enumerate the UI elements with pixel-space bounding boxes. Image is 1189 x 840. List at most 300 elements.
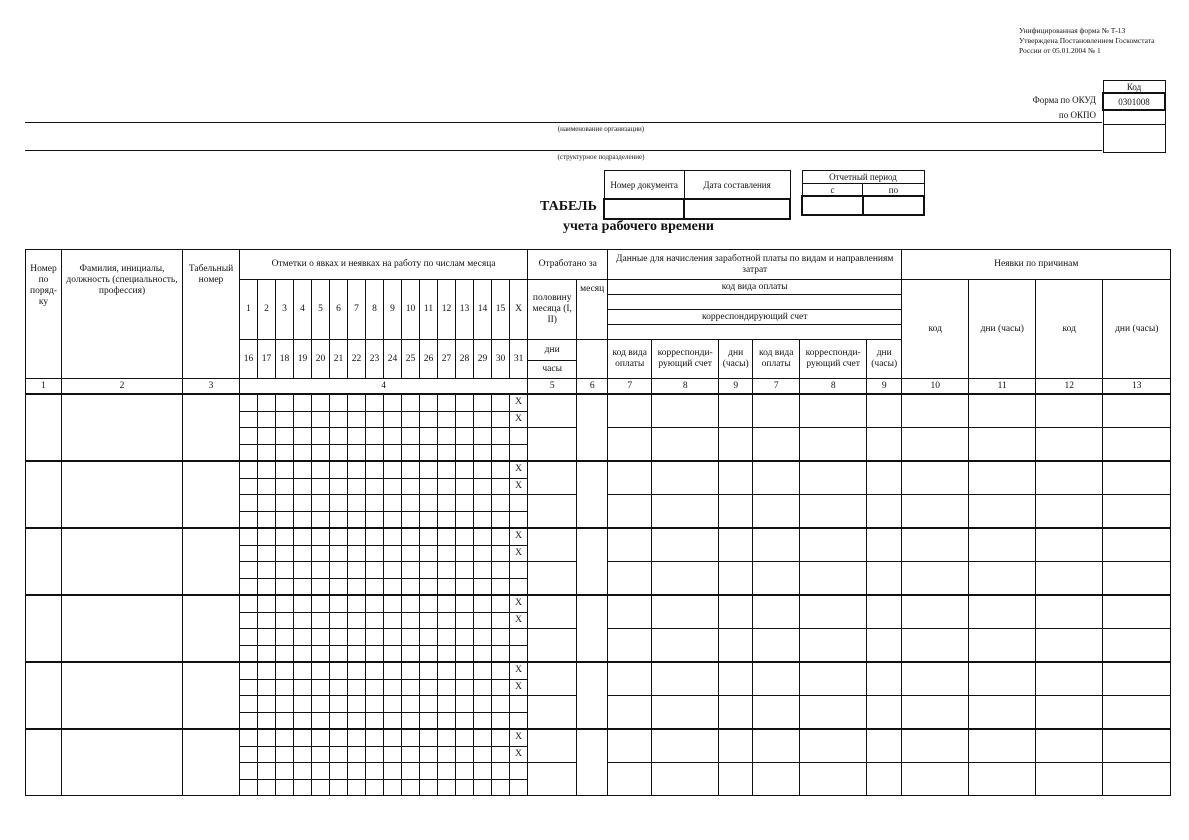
employee-tab-cell[interactable] — [183, 595, 240, 662]
day-cell[interactable] — [402, 595, 420, 612]
salary-cell[interactable] — [608, 394, 652, 428]
day-cell[interactable] — [276, 746, 294, 763]
day-cell[interactable] — [366, 444, 384, 461]
day-cell[interactable] — [492, 779, 510, 796]
half-month-cell[interactable] — [528, 428, 577, 462]
salary-cell[interactable] — [753, 394, 800, 428]
day-cell[interactable] — [258, 645, 276, 662]
day-cell[interactable] — [330, 428, 348, 445]
day-cell[interactable] — [258, 696, 276, 713]
day-cell[interactable] — [366, 763, 384, 780]
day-cell[interactable] — [420, 411, 438, 428]
period-from-value[interactable] — [802, 196, 863, 215]
salary-cell[interactable] — [719, 763, 753, 796]
day-cell[interactable] — [294, 696, 312, 713]
day-cell[interactable] — [276, 662, 294, 679]
day-cell[interactable] — [348, 645, 366, 662]
day-cell[interactable] — [456, 478, 474, 495]
day-cell[interactable] — [438, 645, 456, 662]
day-cell[interactable] — [258, 595, 276, 612]
day-cell[interactable] — [420, 595, 438, 612]
salary-cell[interactable] — [800, 495, 867, 529]
day-cell[interactable] — [294, 428, 312, 445]
day-cell[interactable] — [456, 444, 474, 461]
day-cell[interactable] — [456, 712, 474, 729]
day-cell[interactable] — [312, 729, 330, 746]
day-cell[interactable] — [294, 779, 312, 796]
day-cell[interactable] — [258, 578, 276, 595]
day-cell[interactable] — [438, 428, 456, 445]
day-cell[interactable] — [348, 612, 366, 629]
day-cell[interactable] — [348, 562, 366, 579]
day-cell[interactable] — [312, 696, 330, 713]
day-cell[interactable] — [474, 528, 492, 545]
absence-cell[interactable] — [902, 528, 969, 562]
day-cell[interactable] — [474, 495, 492, 512]
day-cell[interactable] — [276, 411, 294, 428]
day-cell[interactable] — [402, 394, 420, 411]
half-month-cell[interactable] — [528, 629, 577, 663]
day-cell[interactable] — [438, 763, 456, 780]
absence-cell[interactable] — [1036, 629, 1103, 663]
day-cell[interactable] — [312, 528, 330, 545]
day-cell[interactable] — [366, 662, 384, 679]
day-cell[interactable] — [348, 511, 366, 528]
salary-cell[interactable] — [753, 562, 800, 596]
absence-cell[interactable] — [969, 629, 1036, 663]
day-cell[interactable] — [348, 411, 366, 428]
day-cell[interactable] — [312, 562, 330, 579]
day-cell[interactable] — [384, 779, 402, 796]
day-cell[interactable] — [438, 545, 456, 562]
day-cell[interactable] — [474, 629, 492, 646]
salary-cell[interactable] — [608, 495, 652, 529]
absence-cell[interactable] — [1036, 729, 1103, 763]
day-cell[interactable] — [384, 629, 402, 646]
day-cell[interactable] — [240, 612, 258, 629]
half-month-cell[interactable] — [528, 729, 577, 763]
absence-cell[interactable] — [1036, 763, 1103, 796]
org-line[interactable] — [25, 122, 1102, 123]
day-cell[interactable] — [402, 712, 420, 729]
day-cell[interactable] — [420, 511, 438, 528]
day-cell[interactable] — [438, 478, 456, 495]
day-cell[interactable] — [456, 746, 474, 763]
salary-cell[interactable] — [753, 428, 800, 462]
absence-cell[interactable] — [1036, 562, 1103, 596]
salary-cell[interactable] — [608, 428, 652, 462]
day-cell[interactable] — [384, 411, 402, 428]
absence-cell[interactable] — [1103, 763, 1171, 796]
day-cell[interactable] — [276, 712, 294, 729]
day-cell[interactable] — [312, 411, 330, 428]
half-month-cell[interactable] — [528, 528, 577, 562]
absence-cell[interactable] — [902, 662, 969, 696]
day-cell[interactable] — [312, 612, 330, 629]
day-cell[interactable] — [474, 578, 492, 595]
day-cell[interactable] — [330, 511, 348, 528]
salary-cell[interactable] — [719, 394, 753, 428]
day-cell[interactable] — [402, 495, 420, 512]
day-cell[interactable] — [492, 444, 510, 461]
day-cell[interactable] — [438, 612, 456, 629]
absence-cell[interactable] — [969, 696, 1036, 730]
salary-cell[interactable] — [719, 528, 753, 562]
day-cell[interactable] — [330, 495, 348, 512]
half-month-cell[interactable] — [528, 595, 577, 629]
absence-cell[interactable] — [902, 461, 969, 495]
day-cell[interactable] — [312, 394, 330, 411]
salary-cell[interactable] — [800, 729, 867, 763]
day-cell[interactable] — [402, 662, 420, 679]
day-cell[interactable] — [348, 696, 366, 713]
employee-name-cell[interactable] — [62, 461, 183, 528]
day-cell[interactable] — [276, 495, 294, 512]
absence-cell[interactable] — [1036, 495, 1103, 529]
day-cell[interactable] — [330, 595, 348, 612]
day-cell[interactable] — [420, 478, 438, 495]
absence-cell[interactable] — [1036, 428, 1103, 462]
day-cell[interactable] — [294, 729, 312, 746]
day-cell[interactable] — [366, 495, 384, 512]
day-cell[interactable] — [294, 444, 312, 461]
day-cell[interactable] — [420, 528, 438, 545]
absence-cell[interactable] — [1103, 562, 1171, 596]
day-cell[interactable] — [312, 679, 330, 696]
day-cell[interactable] — [420, 461, 438, 478]
day-cell[interactable] — [384, 645, 402, 662]
day-cell[interactable] — [258, 545, 276, 562]
salary-cell[interactable] — [652, 495, 719, 529]
day-cell[interactable] — [402, 461, 420, 478]
day-cell[interactable] — [276, 545, 294, 562]
day-cell[interactable] — [510, 629, 528, 646]
employee-num-cell[interactable] — [26, 394, 62, 461]
day-cell[interactable] — [240, 645, 258, 662]
half-month-cell[interactable] — [528, 394, 577, 428]
salary-cell[interactable] — [753, 461, 800, 495]
day-cell[interactable] — [294, 545, 312, 562]
salary-cell[interactable] — [867, 595, 902, 629]
day-cell[interactable] — [420, 696, 438, 713]
day-cell[interactable] — [348, 679, 366, 696]
day-cell[interactable] — [258, 729, 276, 746]
absence-cell[interactable] — [1103, 629, 1171, 663]
day-cell[interactable] — [456, 428, 474, 445]
day-cell[interactable] — [294, 612, 312, 629]
day-cell[interactable] — [348, 461, 366, 478]
day-cell[interactable] — [438, 779, 456, 796]
day-cell[interactable] — [492, 394, 510, 411]
day-cell[interactable] — [402, 545, 420, 562]
salary-cell[interactable] — [753, 696, 800, 730]
absence-cell[interactable] — [902, 595, 969, 629]
day-cell[interactable] — [348, 662, 366, 679]
day-cell[interactable] — [420, 629, 438, 646]
absence-cell[interactable] — [969, 495, 1036, 529]
day-cell[interactable] — [330, 729, 348, 746]
day-cell[interactable] — [348, 746, 366, 763]
day-cell[interactable] — [240, 763, 258, 780]
day-cell[interactable] — [276, 595, 294, 612]
day-cell[interactable] — [312, 662, 330, 679]
day-cell[interactable] — [456, 511, 474, 528]
day-cell[interactable] — [312, 578, 330, 595]
day-cell[interactable] — [474, 545, 492, 562]
salary-cell[interactable] — [719, 662, 753, 696]
day-cell[interactable] — [438, 679, 456, 696]
day-cell[interactable] — [492, 478, 510, 495]
day-cell[interactable] — [492, 612, 510, 629]
day-cell[interactable] — [438, 578, 456, 595]
salary-cell[interactable] — [800, 394, 867, 428]
salary-cell[interactable] — [652, 595, 719, 629]
day-cell[interactable] — [330, 679, 348, 696]
employee-num-cell[interactable] — [26, 729, 62, 796]
day-cell[interactable] — [438, 444, 456, 461]
salary-cell[interactable] — [753, 495, 800, 529]
day-cell[interactable] — [294, 411, 312, 428]
day-cell[interactable] — [402, 679, 420, 696]
day-cell[interactable] — [456, 779, 474, 796]
salary-cell[interactable] — [800, 763, 867, 796]
day-cell[interactable] — [294, 528, 312, 545]
salary-cell[interactable] — [800, 662, 867, 696]
day-cell[interactable] — [258, 511, 276, 528]
salary-cell[interactable] — [867, 696, 902, 730]
day-cell[interactable] — [474, 595, 492, 612]
salary-cell[interactable] — [753, 629, 800, 663]
day-cell[interactable] — [492, 746, 510, 763]
day-cell[interactable] — [240, 528, 258, 545]
employee-name-cell[interactable] — [62, 394, 183, 461]
day-cell[interactable] — [312, 511, 330, 528]
day-cell[interactable] — [456, 528, 474, 545]
day-cell[interactable] — [420, 545, 438, 562]
day-cell[interactable] — [312, 461, 330, 478]
day-cell[interactable] — [384, 696, 402, 713]
day-cell[interactable] — [330, 461, 348, 478]
day-cell[interactable] — [402, 528, 420, 545]
day-cell[interactable] — [402, 763, 420, 780]
day-cell[interactable] — [384, 444, 402, 461]
day-cell[interactable] — [420, 763, 438, 780]
day-cell[interactable] — [474, 511, 492, 528]
day-cell[interactable] — [330, 528, 348, 545]
employee-tab-cell[interactable] — [183, 461, 240, 528]
day-cell[interactable] — [384, 545, 402, 562]
day-cell[interactable] — [330, 746, 348, 763]
absence-cell[interactable] — [902, 428, 969, 462]
day-cell[interactable] — [330, 612, 348, 629]
day-cell[interactable] — [294, 578, 312, 595]
day-cell[interactable] — [456, 595, 474, 612]
day-cell[interactable] — [492, 763, 510, 780]
day-cell[interactable] — [294, 679, 312, 696]
day-cell[interactable] — [510, 578, 528, 595]
half-month-cell[interactable] — [528, 562, 577, 596]
day-cell[interactable] — [240, 478, 258, 495]
day-cell[interactable] — [474, 461, 492, 478]
employee-name-cell[interactable] — [62, 662, 183, 729]
salary-cell[interactable] — [753, 595, 800, 629]
absence-cell[interactable] — [1036, 696, 1103, 730]
salary-cell[interactable] — [719, 696, 753, 730]
day-cell[interactable] — [276, 478, 294, 495]
day-cell[interactable] — [348, 444, 366, 461]
employee-tab-cell[interactable] — [183, 662, 240, 729]
day-cell[interactable] — [420, 612, 438, 629]
day-cell[interactable] — [456, 679, 474, 696]
day-cell[interactable] — [276, 444, 294, 461]
day-cell[interactable] — [258, 779, 276, 796]
salary-cell[interactable] — [800, 528, 867, 562]
half-month-cell[interactable] — [528, 662, 577, 696]
day-cell[interactable] — [258, 461, 276, 478]
day-cell[interactable] — [330, 712, 348, 729]
absence-cell[interactable] — [1036, 461, 1103, 495]
day-cell[interactable] — [402, 428, 420, 445]
absence-cell[interactable] — [902, 629, 969, 663]
half-month-cell[interactable] — [528, 495, 577, 529]
day-cell[interactable] — [474, 763, 492, 780]
day-cell[interactable] — [276, 629, 294, 646]
day-cell[interactable] — [456, 461, 474, 478]
day-cell[interactable] — [240, 428, 258, 445]
day-cell[interactable] — [366, 729, 384, 746]
doc-date-value[interactable] — [684, 199, 790, 219]
day-cell[interactable] — [330, 562, 348, 579]
day-cell[interactable] — [402, 696, 420, 713]
day-cell[interactable] — [312, 645, 330, 662]
day-cell[interactable] — [492, 696, 510, 713]
day-cell[interactable] — [510, 511, 528, 528]
absence-cell[interactable] — [969, 461, 1036, 495]
day-cell[interactable] — [348, 428, 366, 445]
day-cell[interactable] — [312, 712, 330, 729]
day-cell[interactable] — [456, 629, 474, 646]
day-cell[interactable] — [384, 461, 402, 478]
day-cell[interactable] — [384, 562, 402, 579]
day-cell[interactable] — [384, 662, 402, 679]
day-cell[interactable] — [492, 562, 510, 579]
day-cell[interactable] — [492, 595, 510, 612]
period-to-value[interactable] — [863, 196, 924, 215]
salary-cell[interactable] — [608, 461, 652, 495]
half-month-cell[interactable] — [528, 461, 577, 495]
day-cell[interactable] — [330, 696, 348, 713]
salary-cell[interactable] — [652, 662, 719, 696]
day-cell[interactable] — [456, 662, 474, 679]
day-cell[interactable] — [492, 511, 510, 528]
day-cell[interactable] — [276, 763, 294, 780]
day-cell[interactable] — [294, 461, 312, 478]
day-cell[interactable] — [438, 696, 456, 713]
salary-cell[interactable] — [719, 461, 753, 495]
day-cell[interactable] — [420, 495, 438, 512]
day-cell[interactable] — [366, 679, 384, 696]
day-cell[interactable] — [240, 461, 258, 478]
day-cell[interactable] — [312, 428, 330, 445]
day-cell[interactable] — [420, 645, 438, 662]
salary-cell[interactable] — [608, 729, 652, 763]
absence-cell[interactable] — [969, 528, 1036, 562]
employee-name-cell[interactable] — [62, 528, 183, 595]
half-month-cell[interactable] — [528, 696, 577, 730]
day-cell[interactable] — [438, 511, 456, 528]
absence-cell[interactable] — [969, 562, 1036, 596]
day-cell[interactable] — [474, 428, 492, 445]
salary-cell[interactable] — [753, 528, 800, 562]
day-cell[interactable] — [366, 394, 384, 411]
day-cell[interactable] — [240, 545, 258, 562]
day-cell[interactable] — [276, 562, 294, 579]
pay-code-value[interactable] — [608, 295, 902, 310]
salary-cell[interactable] — [867, 394, 902, 428]
day-cell[interactable] — [366, 645, 384, 662]
day-cell[interactable] — [240, 495, 258, 512]
salary-cell[interactable] — [652, 461, 719, 495]
day-cell[interactable] — [420, 779, 438, 796]
salary-cell[interactable] — [867, 763, 902, 796]
day-cell[interactable] — [366, 478, 384, 495]
day-cell[interactable] — [258, 612, 276, 629]
salary-cell[interactable] — [719, 629, 753, 663]
day-cell[interactable] — [366, 712, 384, 729]
salary-cell[interactable] — [652, 394, 719, 428]
half-month-cell[interactable] — [528, 763, 577, 796]
salary-cell[interactable] — [652, 763, 719, 796]
salary-cell[interactable] — [800, 461, 867, 495]
employee-name-cell[interactable] — [62, 729, 183, 796]
absence-cell[interactable] — [902, 394, 969, 428]
day-cell[interactable] — [366, 612, 384, 629]
day-cell[interactable] — [276, 578, 294, 595]
day-cell[interactable] — [420, 444, 438, 461]
employee-num-cell[interactable] — [26, 662, 62, 729]
day-cell[interactable] — [330, 779, 348, 796]
day-cell[interactable] — [258, 394, 276, 411]
okud-value[interactable]: 0301008 — [1103, 93, 1165, 110]
day-cell[interactable] — [384, 478, 402, 495]
day-cell[interactable] — [384, 428, 402, 445]
doc-number-value[interactable] — [604, 199, 684, 219]
day-cell[interactable] — [438, 629, 456, 646]
day-cell[interactable] — [474, 645, 492, 662]
day-cell[interactable] — [258, 411, 276, 428]
day-cell[interactable] — [348, 478, 366, 495]
day-cell[interactable] — [366, 629, 384, 646]
day-cell[interactable] — [366, 411, 384, 428]
day-cell[interactable] — [240, 411, 258, 428]
day-cell[interactable] — [240, 595, 258, 612]
absence-cell[interactable] — [902, 763, 969, 796]
day-cell[interactable] — [510, 562, 528, 579]
day-cell[interactable] — [402, 411, 420, 428]
day-cell[interactable] — [330, 629, 348, 646]
absence-cell[interactable] — [902, 696, 969, 730]
employee-num-cell[interactable] — [26, 461, 62, 528]
day-cell[interactable] — [240, 511, 258, 528]
day-cell[interactable] — [402, 746, 420, 763]
day-cell[interactable] — [348, 779, 366, 796]
salary-cell[interactable] — [753, 662, 800, 696]
day-cell[interactable] — [312, 779, 330, 796]
day-cell[interactable] — [402, 511, 420, 528]
salary-cell[interactable] — [719, 595, 753, 629]
day-cell[interactable] — [474, 729, 492, 746]
day-cell[interactable] — [348, 495, 366, 512]
